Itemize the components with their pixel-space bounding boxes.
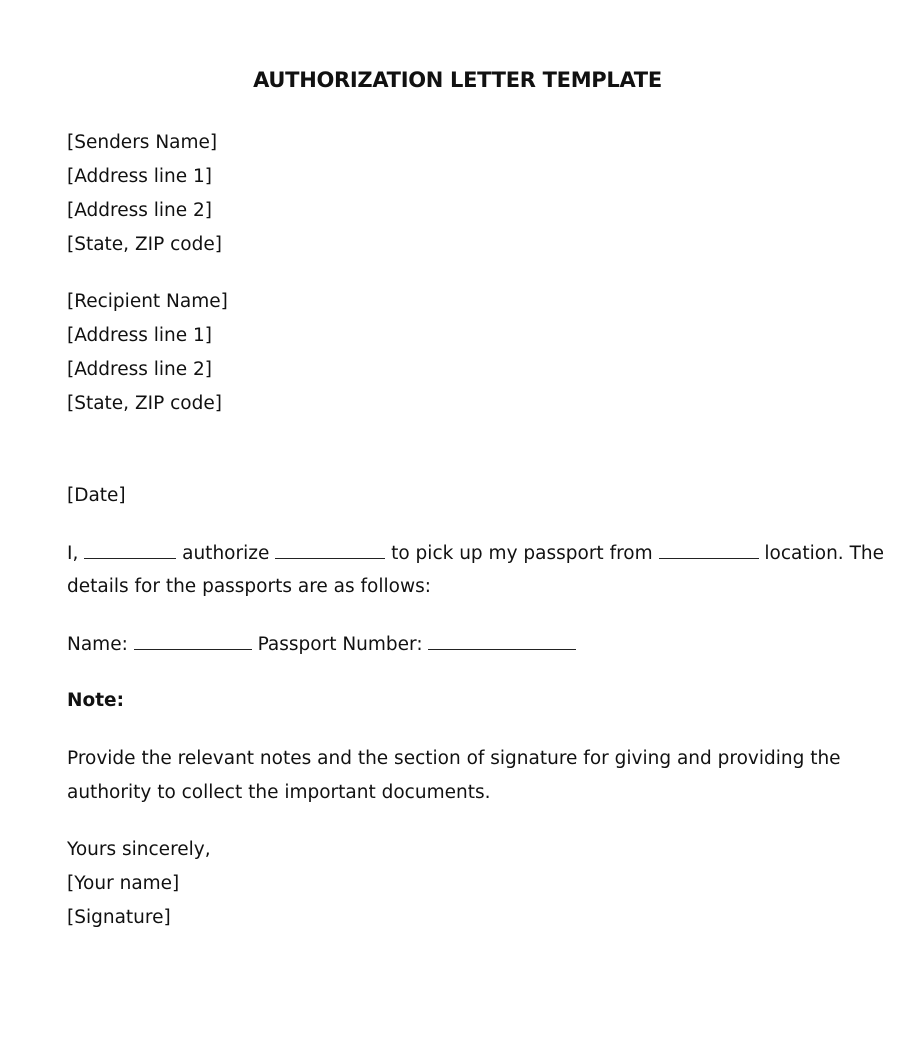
sender-address-2: [Address line 2] xyxy=(67,200,213,221)
date-placeholder: [Date] xyxy=(67,485,126,506)
blank-passport-number[interactable] xyxy=(428,633,576,650)
sender-address-1: [Address line 1] xyxy=(67,166,213,187)
body-text: authorize xyxy=(182,543,270,564)
passport-number-label: Passport Number: xyxy=(257,634,423,655)
blank-authorizer[interactable] xyxy=(84,542,176,559)
recipient-address-1: [Address line 1] xyxy=(67,325,213,346)
sender-state-zip: [State, ZIP code] xyxy=(67,234,222,255)
blank-authorized-person[interactable] xyxy=(275,542,385,559)
closing-salutation: Yours sincerely, xyxy=(67,839,211,860)
body-text: I, xyxy=(67,543,79,564)
recipient-name: [Recipient Name] xyxy=(67,291,228,312)
passport-details-line xyxy=(67,633,576,655)
name-label: Name: xyxy=(67,634,128,655)
blank-name[interactable] xyxy=(134,633,252,650)
body-paragraph-line-1 xyxy=(67,542,884,564)
note-text-line-1: Provide the relevant notes and the section of signature for giving and providing the xyxy=(67,748,841,769)
closing-signature: [Signature] xyxy=(67,907,171,928)
closing-your-name: [Your name] xyxy=(67,873,180,894)
note-text-line-2: authority to collect the important documents. xyxy=(67,782,491,803)
document-title: AUTHORIZATION LETTER TEMPLATE xyxy=(253,68,662,92)
sender-name: [Senders Name] xyxy=(67,132,218,153)
body-text: to pick up my passport from xyxy=(391,543,653,564)
body-text: location. The xyxy=(764,543,884,564)
blank-location[interactable] xyxy=(659,542,759,559)
recipient-state-zip: [State, ZIP code] xyxy=(67,393,222,414)
note-heading: Note: xyxy=(67,690,124,711)
body-paragraph-line-2: details for the passports are as follows: xyxy=(67,576,431,597)
recipient-address-2: [Address line 2] xyxy=(67,359,213,380)
